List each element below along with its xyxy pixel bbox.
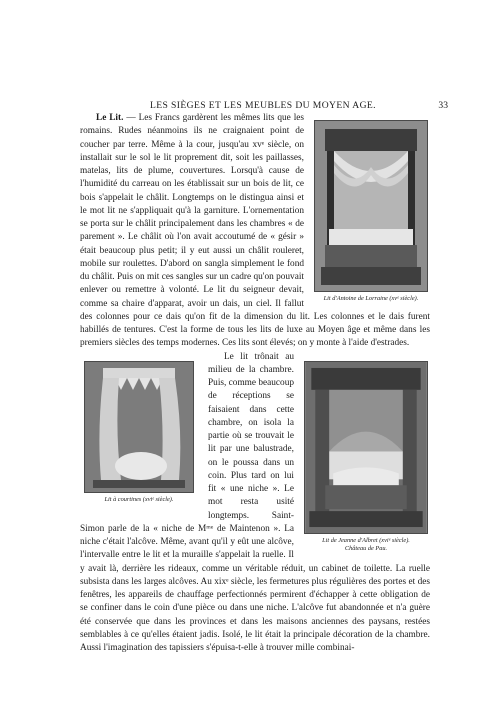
section-lead: Le Lit. <box>96 113 124 123</box>
running-title: LES SIÈGES ET LES MEUBLES DU MOYEN AGE. <box>150 100 376 111</box>
figure-antoine-de-lorraine-bed <box>312 116 430 304</box>
figure-curtained-bed <box>80 355 198 512</box>
figure-caption: Lit à courtines (xviᵉ siècle). <box>104 495 174 503</box>
engraving-carved-bed-illustration <box>304 361 428 534</box>
paragraph-1-text: — Les Francs gardèrent les mêmes lits que les romains. Rudes néanmoins ils ne craignaient point de coucher par terre. Même à la cour, jusqu'au xvᵉ siècle, on installait sur le sol le lit proprement dit, soit les paillasses, matelas, lits de plume, couvertures. Lorsqu'à cause de l'humidité du carreau on les établissait sur un bois de lit, ce bois s'appelait le châlit. Longtemps on le distingua ainsi et le mot lit ne s'appliquait qu'à la garniture. L'ornementation se porta sur le châlit principalement dans les chambres « de parement ». Le châlit où l'on avait accoutumé de « gésir » était beaucoup plus petit; il y eut aussi un châlit rouleret, mobile sur roulettes. D'abord on sangla simplement le fond du châlit. Puis on mit ces sangles sur un cadre qu'on pouvait enlever ou remettre à volonté. Le lit du seigneur devait, comme sa chaire d'apparat, avoir un dais, un ciel. Il fallut des colonnes pour ce dais qu'on fit de la dimension du lit. Les colonnes et le dais furent habillés de tentures. C'est la forme de tous les lits de luxe au Moyen âge et même dans les premiers siècles des temps modernes. Ces lits sont élevés; on y monte à l'aide d'estrades. <box>80 113 430 349</box>
engraving-curtained-bed-illustration <box>84 361 194 493</box>
paragraph-2-text: Le lit trônait au milieu de la chambre. Puis, comme beaucoup de réceptions se faisaient dans cette chambre, on isola la partie où se trouvait le lit par une balustrade, on le poussa dans un coin. Plus tard on lui fit « une niche ». Le mot resta usité longtemps. Saint-Simon parle de la « niche de Mᵐᵉ de Maintenon ». La niche c'était l'alcôve. Même, avant qu'il y eût une alcôve, l'intervalle entre le lit et la muraille s'appelait la ruelle. Il y avait là, derrière les rideaux, comme un véritable réduit, un cabinet de toilette. La ruelle subsista dans les larges alcôves. Au xixᵉ siècle, les fermetures plus régulières des portes et des fenêtres, les appareils de chauffage perfectionnés permirent d'échapper à cette obligation de se confiner dans le coin d'une pièce ou dans une niche. L'alcôve fut abandonnée et n'a guère été conservée que dans les provinces et dans les maisons anciennes des paysans, restées semblables à ce qu'elles étaient jadis. Isolé, le lit était la principale décoration de la chambre. Aussi l'imagination des tapissiers s'épuisa-t-elle à trouver mille combinai- <box>80 351 430 653</box>
page-number: 33 <box>438 100 448 111</box>
figure-caption: Lit de Jeanne d'Albret (xviᵉ siècle). Château de Pau. <box>322 536 410 552</box>
figure-jeanne-dalbret-bed <box>302 357 430 553</box>
figure-caption: Lit d'Antoine de Lorraine (xvᵉ siècle). <box>323 295 419 302</box>
engraving-canopy-bed-illustration <box>314 120 428 292</box>
article-body <box>80 112 430 655</box>
